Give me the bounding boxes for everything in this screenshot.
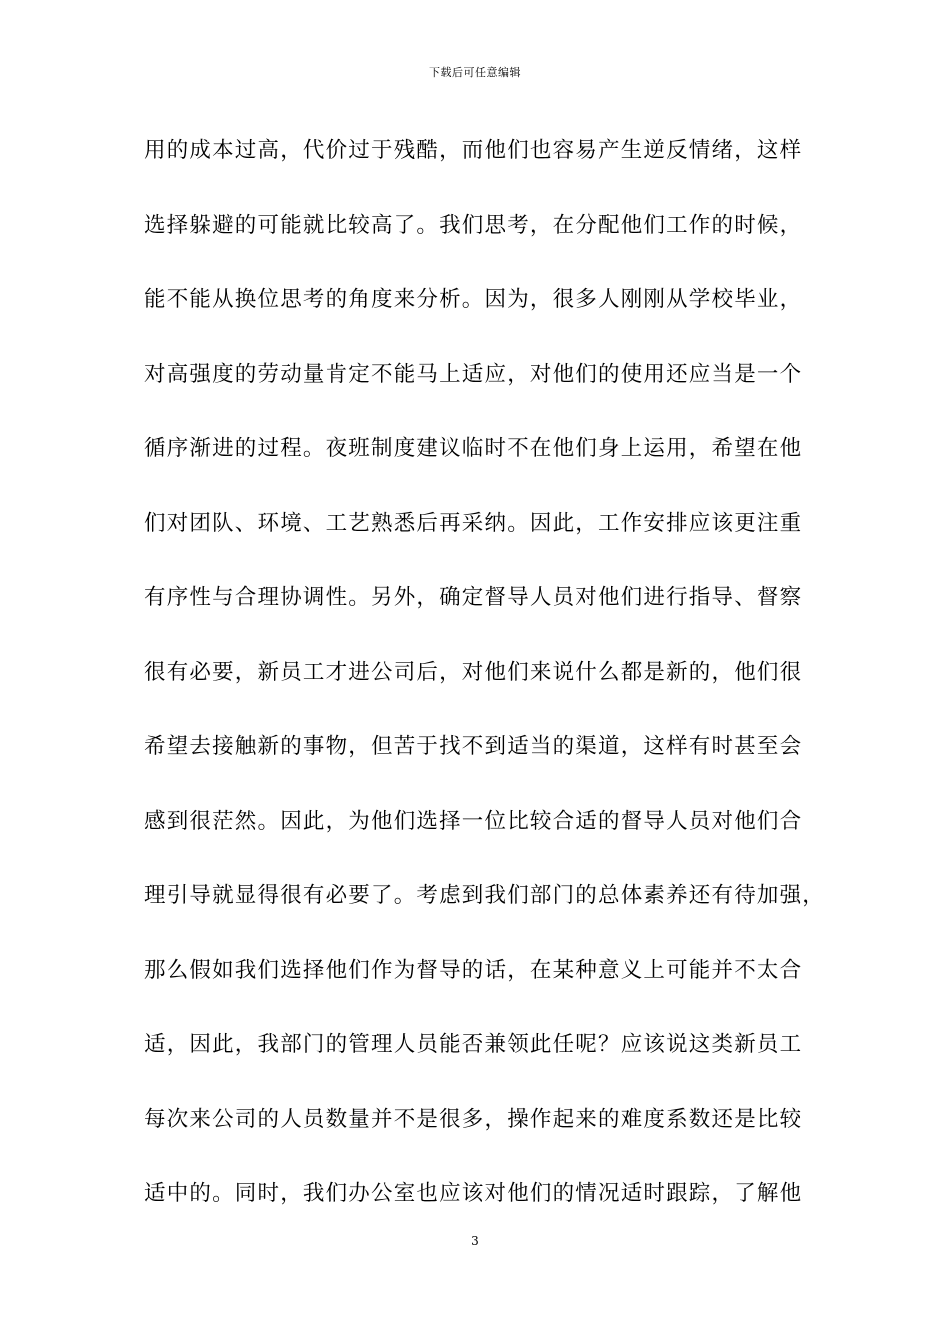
text-line: 用的成本过高，代价过于残酷，而他们也容易产生逆反情绪，这样 bbox=[144, 138, 803, 163]
text-line: 很有必要，新员工才进公司后，对他们来说什么都是新的，他们很 bbox=[144, 659, 803, 685]
text-line: 适，因此，我部门的管理人员能否兼领此任呢？应该说这类新员工 bbox=[144, 1032, 803, 1057]
text-line: 选择躲避的可能就比较高了。我们思考，在分配他们工作的时候， bbox=[144, 212, 803, 238]
text-line: 能不能从换位思考的角度来分析。因为，很多人刚刚从学校毕业， bbox=[144, 287, 803, 312]
page-header: 下载后可任意编辑 bbox=[429, 66, 521, 79]
text-line: 们对团队、环境、工艺熟悉后再采纳。因此，工作安排应该更注重 bbox=[144, 510, 803, 536]
page-number: 3 bbox=[471, 1234, 479, 1248]
text-line: 循序渐进的过程。夜班制度建议临时不在他们身上运用，希望在他 bbox=[144, 436, 803, 461]
text-line: 有序性与合理协调性。另外，确定督导人员对他们进行指导、督察 bbox=[144, 585, 803, 610]
text-line: 理引导就显得很有必要了。考虑到我们部门的总体素养还有待加强， bbox=[144, 883, 826, 908]
text-line: 适中的。同时，我们办公室也应该对他们的情况适时跟踪，了解他 bbox=[144, 1181, 803, 1206]
text-line: 每次来公司的人员数量并不是很多，操作起来的难度系数还是比较 bbox=[144, 1106, 803, 1132]
text-line: 那么假如我们选择他们作为督导的话，在某种意义上可能并不太合 bbox=[144, 957, 803, 983]
text-line: 希望去接触新的事物，但苦于找不到适当的渠道，这样有时甚至会 bbox=[144, 734, 803, 759]
text-line: 对高强度的劳动量肯定不能马上适应，对他们的使用还应当是一个 bbox=[144, 361, 803, 387]
text-line: 感到很茫然。因此，为他们选择一位比较合适的督导人员对他们合 bbox=[144, 808, 803, 834]
document-body bbox=[144, 130, 824, 1248]
